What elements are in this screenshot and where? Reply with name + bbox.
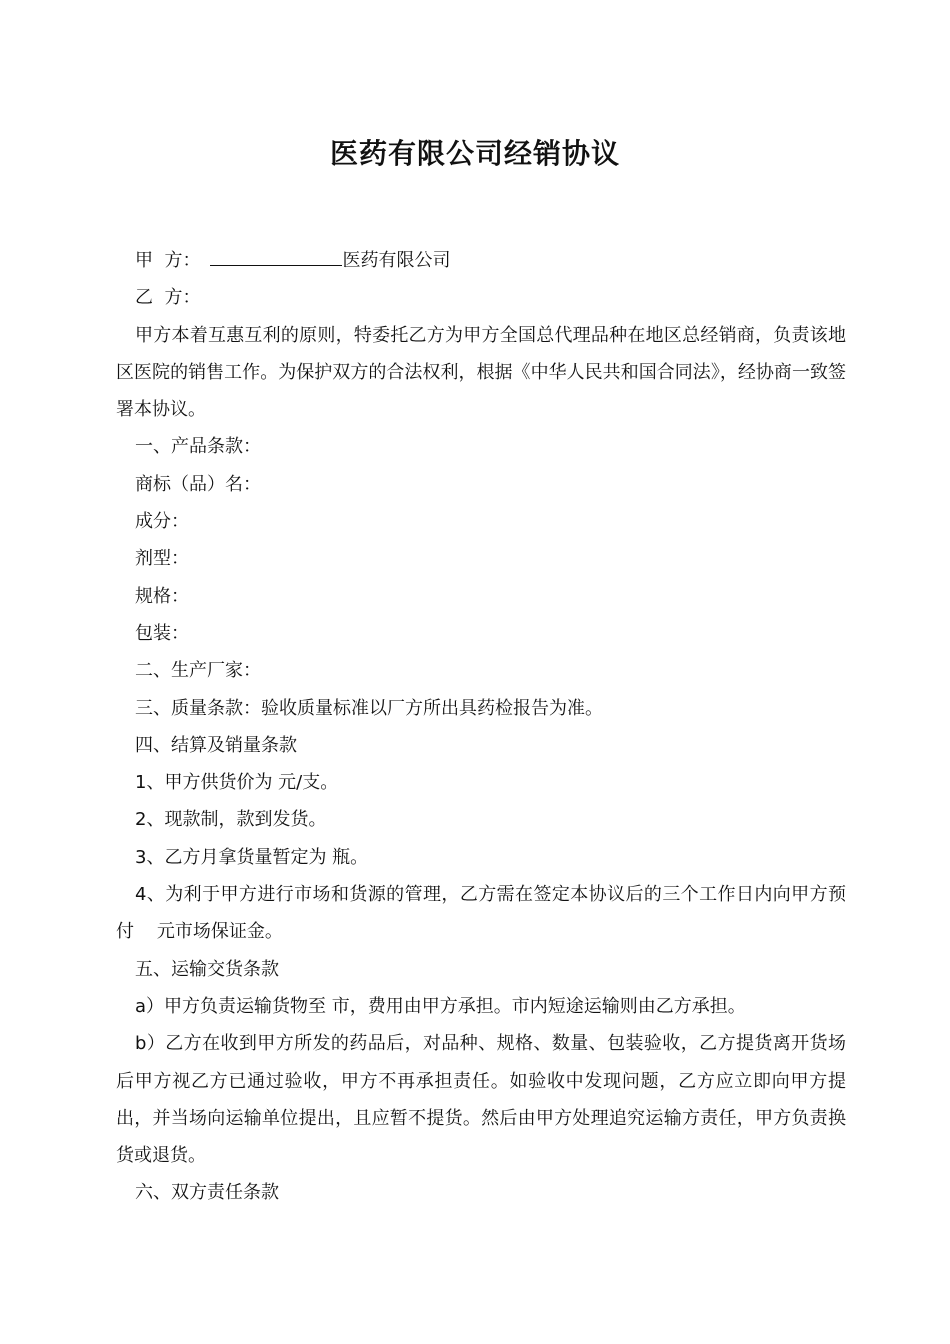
section-5-heading: 五、运输交货条款 — [135, 958, 279, 980]
settlement-item-3: 3、乙方月拿货量暂定为 瓶。 — [135, 846, 369, 868]
section-1-heading: 一、产品条款： — [135, 436, 261, 458]
transport-item-a: a）甲方负责运输货物至 市，费用由甲方承担。市内短途运输则由乙方承担。 — [135, 995, 746, 1017]
product-item-specification: 规格： — [135, 585, 189, 607]
section-2-heading: 二、生产厂家： — [135, 660, 261, 682]
party-a-line — [116, 242, 846, 279]
party-b-label: 乙 方： — [135, 287, 201, 309]
product-item-ingredients: 成分： — [135, 511, 189, 533]
page-title: 医药有限公司经销协议 — [329, 137, 620, 170]
product-item-brand: 商标（品）名： — [135, 473, 261, 495]
settlement-item-4: 4、为利于甲方进行市场和货源的管理，乙方需在签定本协议后的三个工作日内向甲方预付 元市场保证金。 — [116, 884, 846, 943]
document-body — [116, 242, 846, 1212]
settlement-item-1: 1、甲方供货价为 元/支。 — [135, 772, 339, 794]
intro-paragraph: 甲方本着互惠互利的原则，特委托乙方为甲方全国总代理品种在地区总经销商，负责该地区医院的销售工作。为保护双方的合法权利，根据《中华人民共和国合同法》，经协商一致签署本协议。 — [116, 324, 846, 421]
party-a-blank — [210, 247, 342, 266]
party-a-company: 医药有限公司 — [342, 250, 451, 271]
party-b-line — [116, 279, 846, 316]
settlement-item-2: 2、现款制，款到发货。 — [135, 809, 327, 831]
section-3-heading: 三、质量条款：验收质量标准以厂方所出具药检报告为准。 — [135, 697, 603, 719]
section-4-heading: 四、结算及销量条款 — [135, 734, 297, 756]
product-item-dosage-form: 剂型： — [135, 548, 189, 570]
party-a-label: 甲 方： — [135, 250, 201, 271]
transport-item-b: b）乙方在收到甲方所发的药品后，对品种、规格、数量、包装验收，乙方提货离开货场后甲方视乙方已通过验收，甲方不再承担责任。如验收中发现问题，乙方应立即向甲方提出，并当场向运输单位提出，且应暂不提货。然后由甲方处理追究运输方责任，甲方负责换货或退货。 — [116, 1033, 846, 1167]
section-6-heading: 六、双方责任条款 — [135, 1182, 279, 1204]
product-item-packaging: 包装： — [135, 622, 189, 644]
